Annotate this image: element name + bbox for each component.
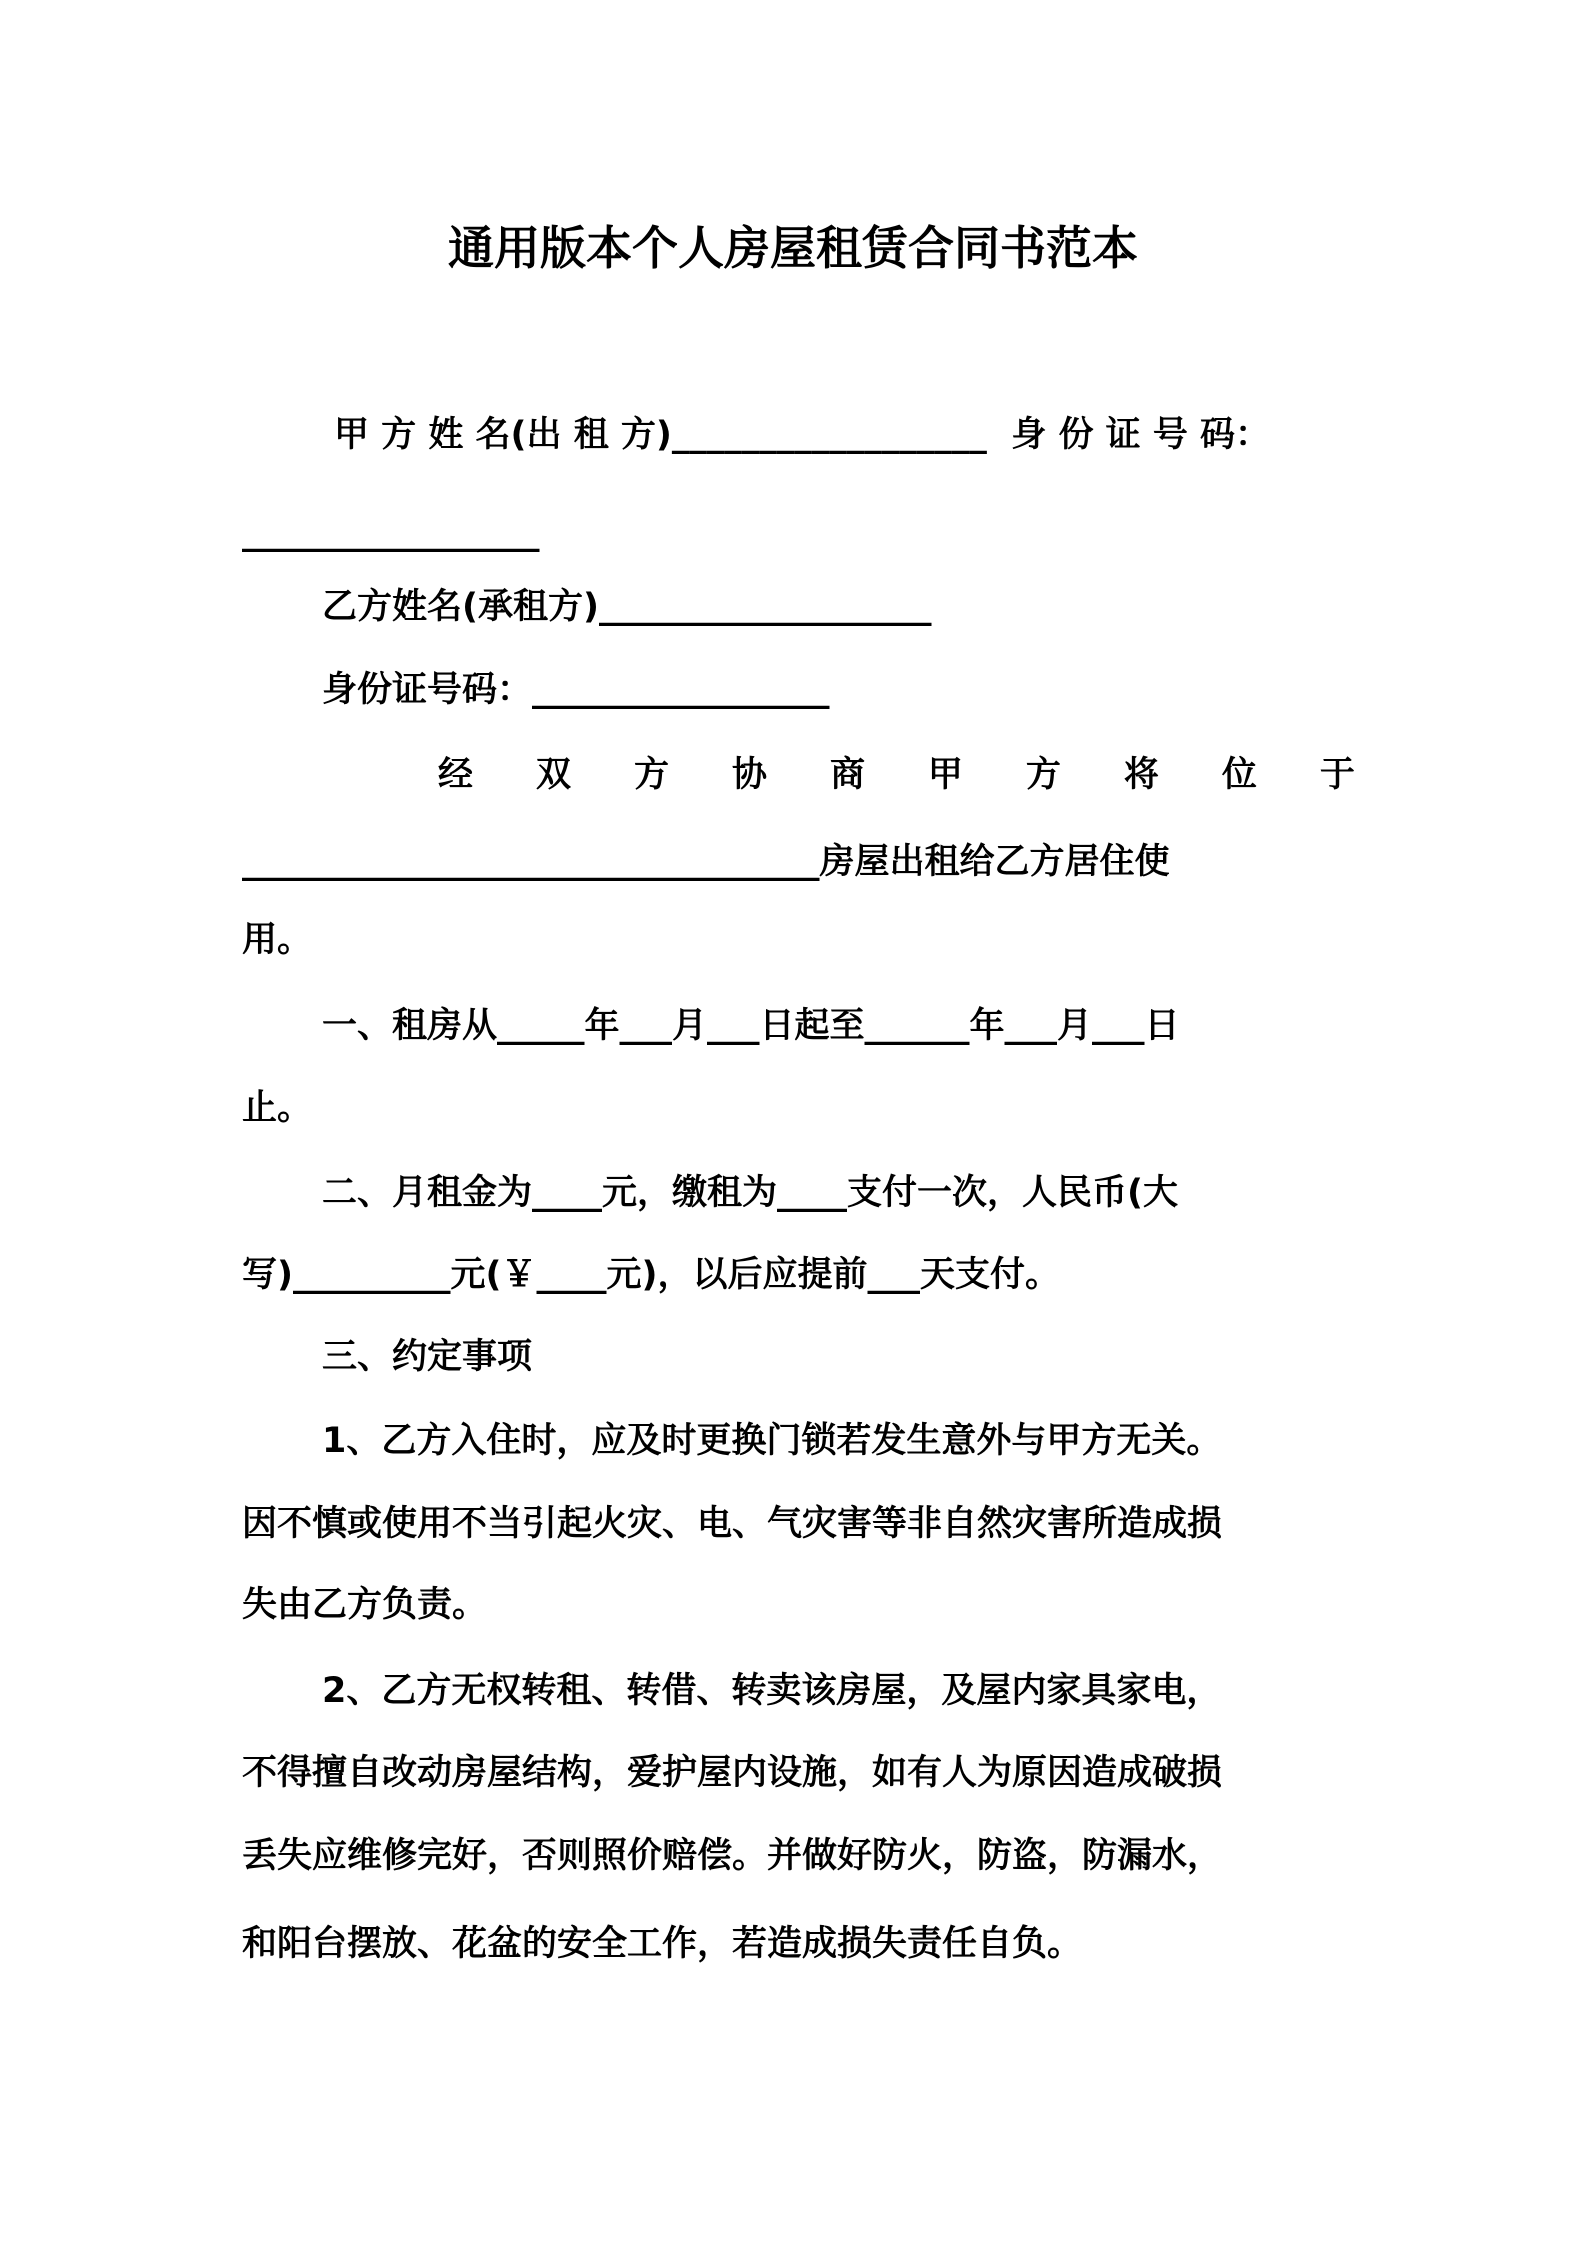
intro-char: 协: [731, 755, 767, 795]
clause-2-rent-cont: 写)_________元(￥____元)，以后应提前___天支付。: [242, 1255, 1060, 1295]
intro-char: 经: [438, 755, 474, 795]
intro-char: 甲: [927, 755, 963, 795]
property-address-line: _________________________________房屋出租给乙方居住使: [242, 842, 1170, 882]
item-2-line-4: 和阳台摆放、花盆的安全工作，若造成损失责任自负。: [242, 1924, 1083, 1964]
document-title: 通用版本个人房屋租赁合同书范本: [448, 221, 1138, 275]
item-1-line-3: 失由乙方负责。: [242, 1585, 488, 1625]
intro-char: 双: [535, 755, 571, 795]
agreement-intro-line: [242, 750, 1355, 800]
item-2-line-2: 不得擅自改动房屋结构，爱护屋内设施，如有人为原因造成破损: [242, 1753, 1223, 1793]
item-2-line-3: 丢失应维修完好，否则照价赔偿。并做好防火，防盗，防漏水，: [242, 1836, 1223, 1876]
clause-1-term-end: 止。: [242, 1088, 313, 1128]
item-2-line-1: 2、乙方无权转租、转借、转卖该房屋，及屋内家具家电，: [322, 1671, 1222, 1711]
intro-char: 于: [1319, 755, 1355, 795]
clause-1-term: 一、租房从_____年___月___日起至______年___月___日: [322, 1006, 1180, 1046]
property-address-line-end: 用。: [242, 920, 313, 960]
item-1-line-2: 因不慎或使用不当引起火灾、电、气灾害等非自然灾害所造成损: [242, 1504, 1223, 1544]
party-a-id-blank: _________________: [242, 513, 540, 553]
clause-2-rent: 二、月租金为____元，缴租为____支付一次，人民币(大: [322, 1173, 1178, 1213]
party-a-name-line: 甲 方 姓 名(出 租 方)__________________ 身 份 证 号 码：: [334, 415, 1271, 455]
intro-char: 方: [633, 755, 669, 795]
intro-char: 位: [1221, 755, 1257, 795]
party-b-id-line: 身份证号码：_________________: [322, 670, 830, 710]
party-b-name-line: 乙方姓名(承租方)___________________: [322, 587, 932, 627]
intro-char: 将: [1123, 755, 1159, 795]
clause-3-heading: 三、约定事项: [322, 1337, 533, 1377]
intro-char: 方: [1025, 755, 1061, 795]
intro-char: 商: [829, 755, 865, 795]
item-1-line-1: 1、乙方入住时，应及时更换门锁若发生意外与甲方无关。: [322, 1421, 1222, 1461]
